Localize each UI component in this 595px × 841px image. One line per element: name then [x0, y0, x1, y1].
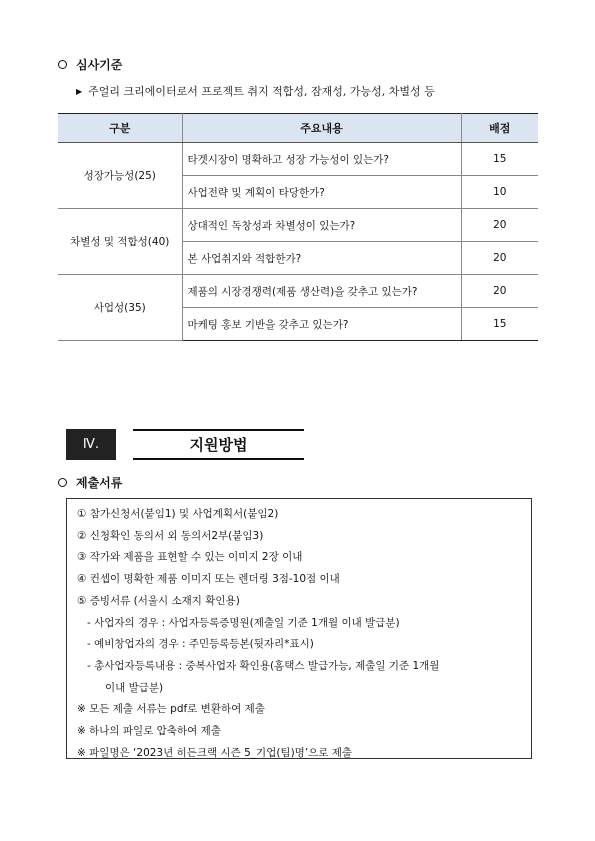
category-cell: 차별성 및 적합성(40): [58, 209, 182, 275]
sub-list-item: - 사업자의 경우 : 사업자등록증명원(제출일 기준 1개월 이내 발급분): [87, 616, 400, 629]
score-cell: 20: [461, 209, 538, 242]
header-score: 배점: [461, 114, 538, 143]
screening-bullet-text: 주얼리 크리에이터로서 프로젝트 취지 적합성, 잠재성, 가능성, 차별성 등: [88, 85, 435, 98]
content-cell: 제품의 시장경쟁력(제품 생산력)을 갖추고 있는가?: [182, 275, 461, 308]
category-cell: 성장가능성(25): [58, 143, 182, 209]
score-cell: 15: [461, 143, 538, 176]
list-item: ⑤ 증빙서류 (서울시 소재지 확인용): [77, 594, 240, 607]
sub-list-item-continuation: 이내 발급분): [105, 681, 164, 694]
screening-heading: [58, 56, 122, 73]
note-item: ※ 파일명은 ‘2023년 히든크랙 시즌 5_기업(팀)명’으로 제출: [77, 746, 353, 759]
table-row: [58, 143, 538, 176]
circle-bullet-icon: [58, 478, 67, 487]
content-cell: 본 사업취지와 적합한가?: [182, 242, 461, 275]
criteria-header-row: [58, 114, 538, 143]
list-item: ② 신청확인 동의서 외 동의서2부(붙임3): [77, 529, 264, 542]
category-cell: 사업성(35): [58, 275, 182, 341]
submission-heading: [58, 474, 122, 491]
note-item: ※ 하나의 파일로 압축하여 제출: [77, 725, 221, 738]
score-cell: 10: [461, 176, 538, 209]
triangle-bullet-icon: ▶: [76, 86, 83, 96]
criteria-table: [58, 113, 538, 341]
screening-description: [76, 83, 435, 99]
table-row: [58, 209, 538, 242]
header-content: 주요내용: [182, 114, 461, 143]
sub-list-item: - 총사업자등록내용 : 중복사업자 확인용(홈택스 발급가능, 제출일 기준 1개월: [87, 659, 440, 672]
content-cell: 타겟시장이 명확하고 성장 가능성이 있는가?: [182, 143, 461, 176]
circle-bullet-icon: [58, 60, 67, 69]
submission-title: 제출서류: [76, 476, 123, 490]
score-cell: 20: [461, 242, 538, 275]
header-category: 구분: [58, 114, 182, 143]
list-item: ④ 컨셉이 명확한 제품 이미지 또는 렌더링 3점-10점 이내: [77, 573, 340, 586]
content-cell: 사업전략 및 계획이 타당한가?: [182, 176, 461, 209]
list-item: ③ 작가와 제품을 표현할 수 있는 이미지 2장 이내: [77, 551, 303, 564]
content-cell: 마케팅 홍보 기반을 갖추고 있는가?: [182, 308, 461, 341]
table-row: [58, 275, 538, 308]
note-item: ※ 모든 제출 서류는 pdf로 변환하여 제출: [77, 703, 265, 716]
score-cell: 15: [461, 308, 538, 341]
section-number-badge: Ⅳ.: [66, 429, 116, 460]
content-cell: 상대적인 독창성과 차별성이 있는가?: [182, 209, 461, 242]
sub-list-item: - 예비창업자의 경우 : 주민등록등본(뒷자리*표시): [87, 638, 314, 651]
screening-title: 심사기준: [76, 58, 123, 72]
list-item: ① 참가신청서(붙임1) 및 사업계획서(붙임2): [77, 508, 279, 520]
score-cell: 20: [461, 275, 538, 308]
submission-documents-box: [66, 498, 532, 759]
section-title: 지원방법: [133, 429, 304, 460]
